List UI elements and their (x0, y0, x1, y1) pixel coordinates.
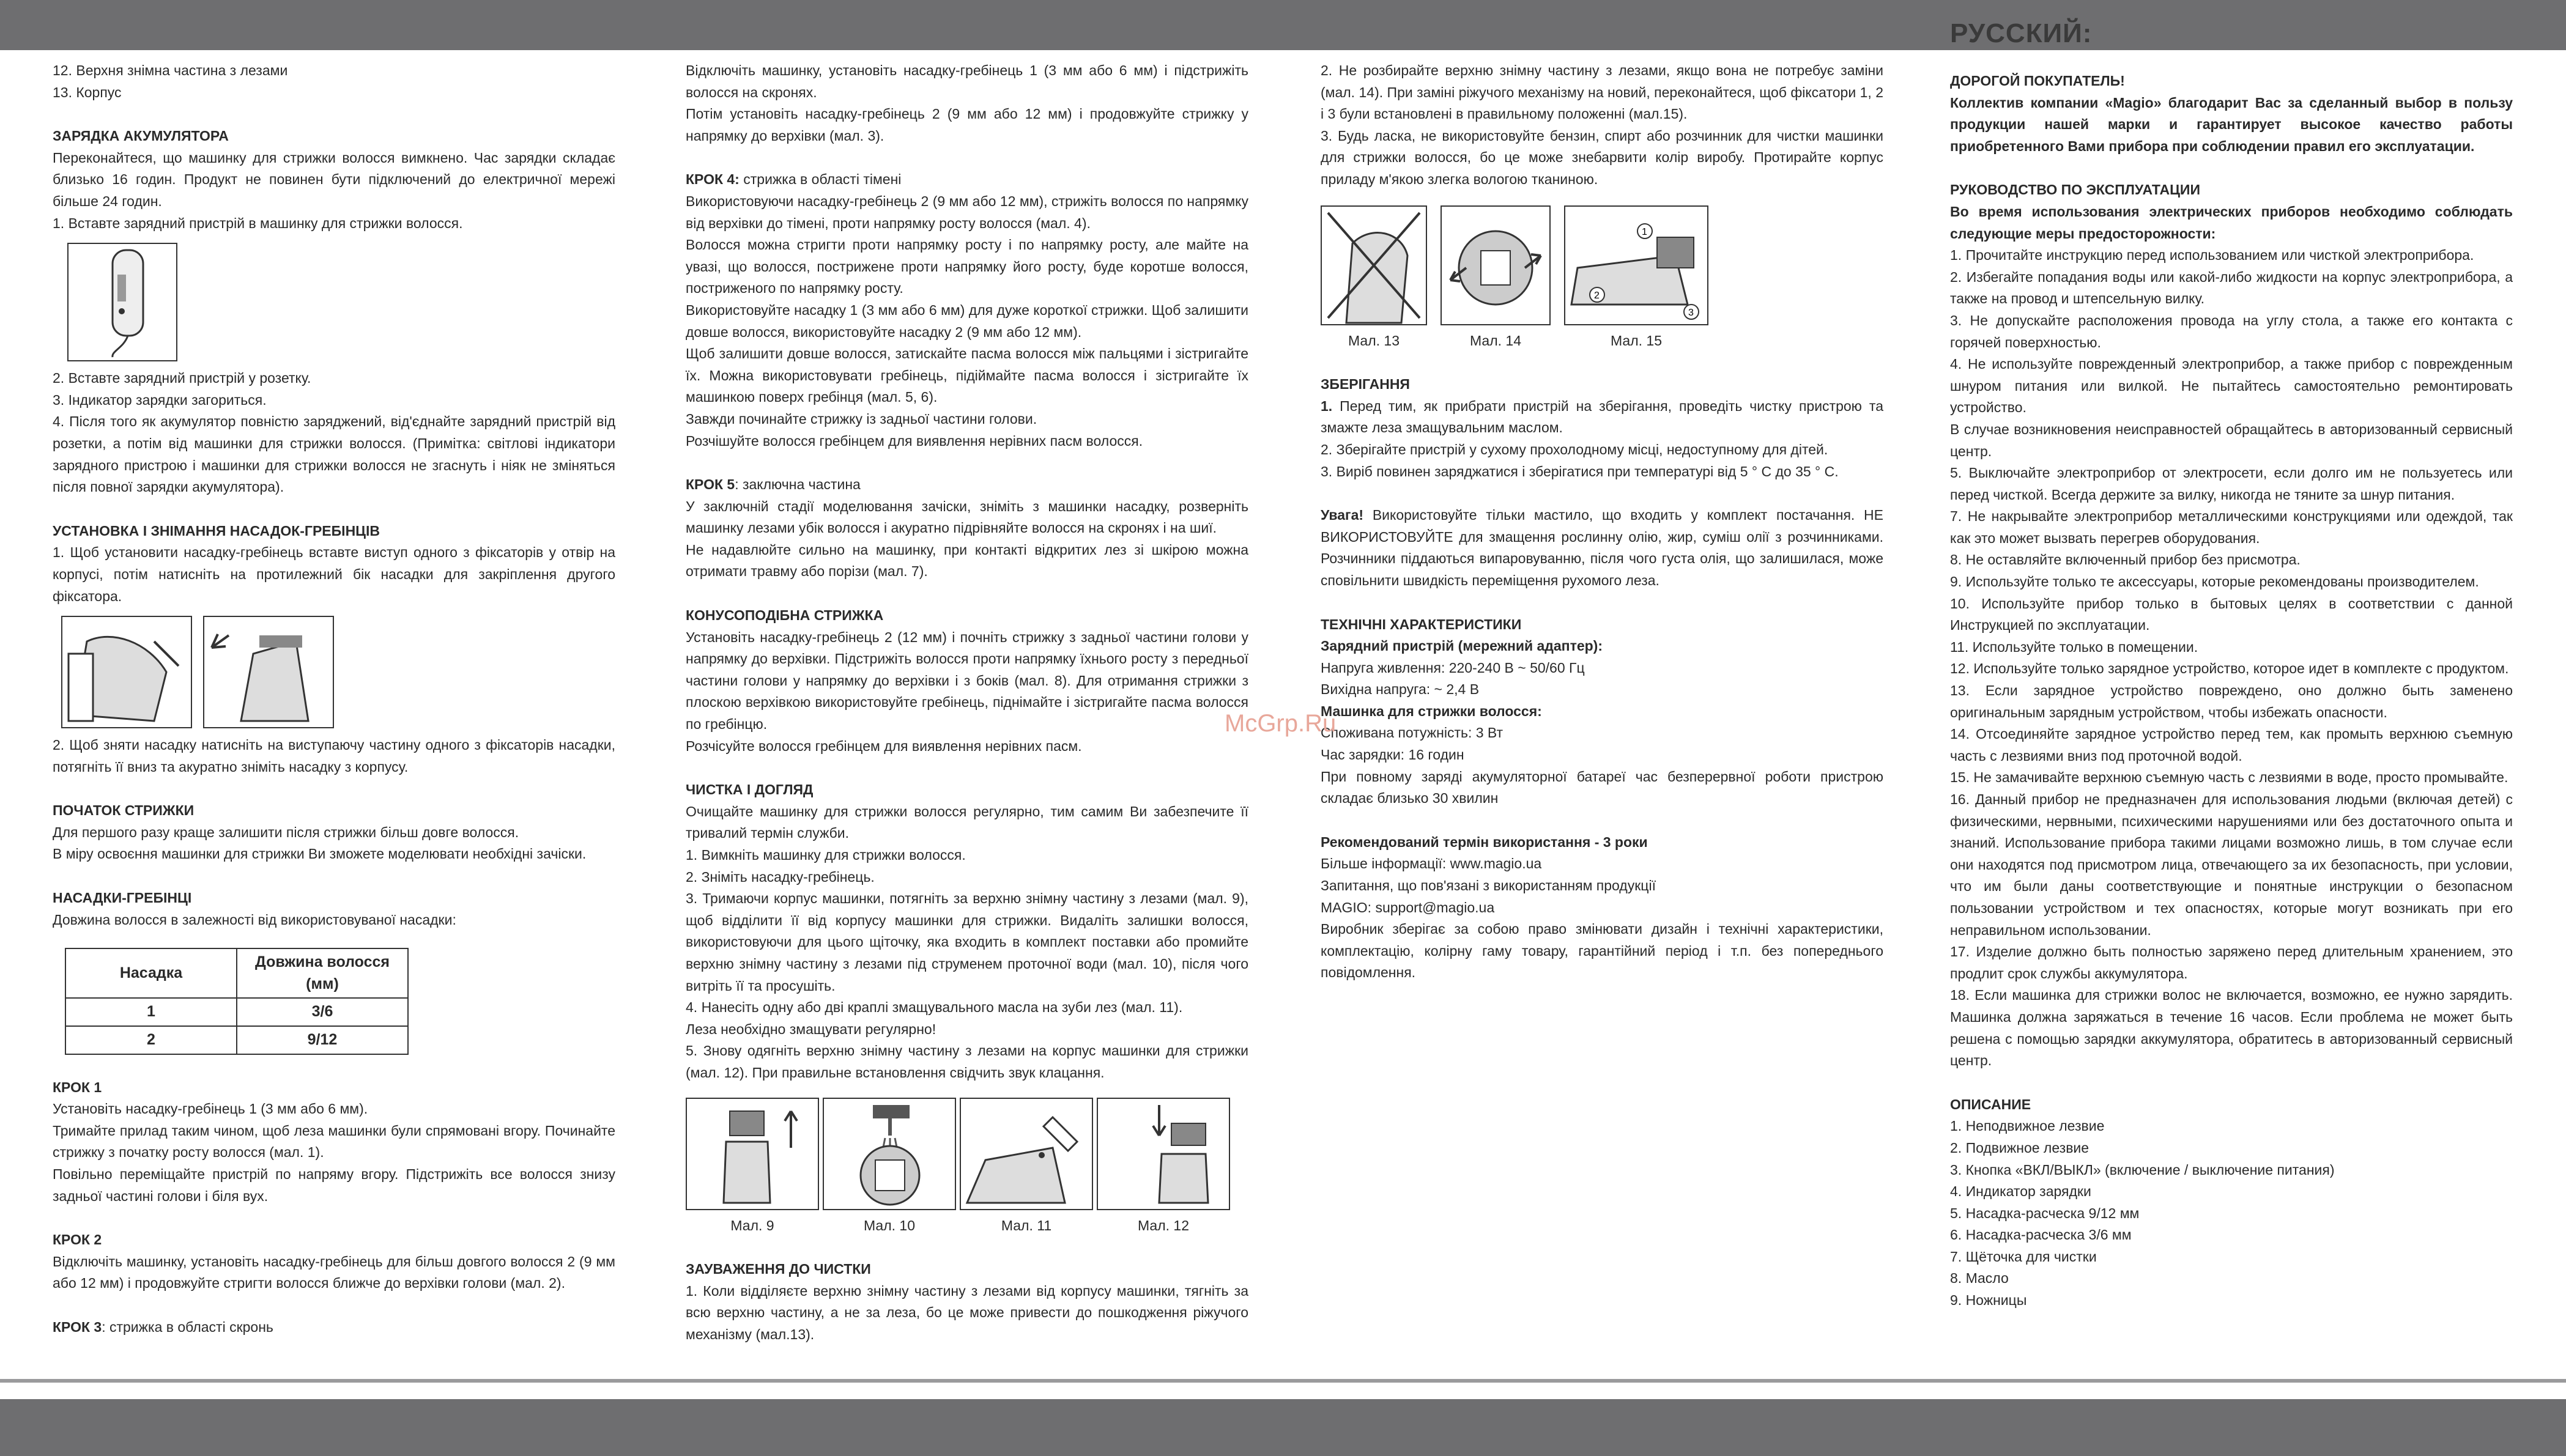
paragraph: 2. Щоб зняти насадку натисніть на виступаючу частину одного з фіксаторів насадки, потягніть її вниз та акуратно зніміть насадку з корпусу. (53, 737, 615, 775)
list-item: 3. Кнопка «ВКЛ/ВЫКЛ» (включение / выключение питания) (1950, 1161, 2335, 1178)
list-item: 9. Используйте только те аксессуары, которые рекомендованы производителем. (1950, 574, 2479, 590)
paragraph: 2. Зніміть насадку-гребінець. (686, 868, 875, 885)
list-item: 2. Избегайте попадания воды или какой-либо жидкости на корпус электроприбора, а также на провод и штепсельную вилку. (1950, 268, 2513, 307)
cleaning-figures-row (686, 1098, 1248, 1237)
blade-figures-row (1321, 205, 1883, 352)
figure-caption: Мал. 10 (864, 1217, 915, 1233)
paragraph: 4. Після того як акумулятор повністю заряджений, від'єднайте зарядний пристрій від розетки, а потім від машинки для стрижки волосся. (Примітка: світлові індикатори зарядного пристрою і машинки для стрижки волосся не згаснуть і ніяк не зміняться після повної зарядки акумулятора). (53, 413, 615, 495)
list-item: 4. Не используйте поврежденный электроприбор, а также прибор с поврежденным шнуром питания или вилкой. Не пытайтесь самостоятельно ремонтировать устройство. (1950, 356, 2513, 416)
list-item: 4. Индикатор зарядки (1950, 1183, 2091, 1200)
paragraph: Установіть насадку-гребінець 2 (12 мм) і почніть стрижку з задньої частини голови у напрямку до верхівки. Підстрижіть волосся проти напрямку їхнього росту з передньої частини голови у напрямку до верхівки і з боків (мал. 8). Для отримання стрижки з плоскою верхівкою використовуйте гребінець, піднімайте і зістригайте пасма волосся по гребінцю. (686, 629, 1248, 733)
paragraph: Коллектив компании «Magio» благодарит Вас за сделанный выбор в пользу продукции нашей марки и гарантирует высокое качество работы приобретенного Вами прибора при соблюдении правил его эксплуатации. (1950, 94, 2513, 154)
column-3 (1321, 60, 1883, 984)
table-cell: 2 (65, 1026, 237, 1054)
list-item: 7. Щёточка для чистки (1950, 1248, 2097, 1265)
bottom-rule (0, 1379, 2566, 1383)
section-heading: КРОК 2 (53, 1232, 102, 1248)
list-item: 5. Выключайте электроприбор от электросети, если долго им не пользуетесь или перед чисткой. Всегда держите за вилку, никогда не тяните за шнур питания. (1950, 465, 2513, 503)
list-item: 14. Отсоединяйте зарядное устройство перед тем, как промыть верхнюю съемную часть с лезвиями вниз под проточной водой. (1950, 726, 2513, 764)
paragraph: Час зарядки: 16 годин (1321, 747, 1464, 763)
top-band (0, 0, 2566, 50)
paragraph: 1. Вимкніть машинку для стрижки волосся. (686, 847, 966, 863)
paragraph: 3. Тримаючи корпус машинки, потягніть за верхню знімну частину з лезами (мал. 9), щоб відділити її від корпусу машинки для стрижки. Видаліть залишки волосся, використовуючи для цього щіточку, яка входить в комплект поставки або промийте верхню знімну частину з лезами під струменем проточної води (мал. 10), після чого витріть її та просушіть. (686, 890, 1248, 994)
paragraph: 5. Знову одягніть верхню знімну частину з лезами на корпус машинки для стрижки (мал. 12). При правильне встановлення свідчить звук клацання. (686, 1043, 1248, 1081)
figure-13-illustration (1321, 205, 1427, 325)
paragraph: Вихідна напруга: ~ 2,4 В (1321, 681, 1480, 698)
paragraph: 1. Коли відділяєте верхню знімну частину з лезами від корпусу машинки, тягніть за всю верхню частину, а не за леза, бо це може привести до пошкодження ріжучого механізму (мал.13). (686, 1282, 1248, 1342)
paragraph: Потім установіть насадку-гребінець 2 (9 мм або 12 мм) і продовжуйте стрижку у напрямку до верхівки (мал. 3). (686, 106, 1248, 144)
section-heading: ЧИСТКА І ДОГЛЯД (686, 782, 814, 798)
list-item: 18. Если машинка для стрижки волос не включается, возможно, ее нужно зарядить. Машинка должна заряжаться в течение 16 часов. Если проблема не может быть решена с помощью зарядки аккумулятора, обратитесь в авторизованный сервисный центр. (1950, 987, 2513, 1069)
figure-caption: Мал. 9 (730, 1217, 774, 1233)
figure-12-illustration (1097, 1098, 1230, 1210)
figure-caption: Мал. 13 (1348, 332, 1400, 349)
list-item: 1. Неподвижное лезвие (1950, 1118, 2105, 1134)
paragraph: 3. Індикатор зарядки загориться. (53, 391, 267, 408)
paragraph (53, 1317, 615, 1339)
list-item: 6. Насадка-расческа 3/6 мм (1950, 1227, 2132, 1243)
paragraph: Повільно переміщайте пристрій по напряму вгору. Підстрижіть все волосся знизу задньої частині голови і біля вух. (53, 1166, 615, 1204)
paragraph: 13. Корпус (53, 84, 122, 100)
table-cell: 9/12 (237, 1026, 408, 1054)
list-item: 13. Если зарядное устройство повреждено, оно должно быть заменено оригинальным зарядным устройством, чтобы избежать опасности. (1950, 682, 2513, 720)
paragraph: MAGIO: support@magio.ua (1321, 899, 1495, 915)
section-heading: ТЕХНІЧНІ ХАРАКТЕРИСТИКИ (1321, 616, 1522, 632)
paragraph: 1. Щоб установити насадку-гребінець вставте виступ одного з фіксаторів у отвір на корпусі, потім натисніть на протилежний бік насадки для закріплення другого фіксатора. (53, 544, 615, 604)
list-item: В случае возникновения неисправностей обращайтесь в авторизованный сервисный центр. (1950, 421, 2513, 459)
charger-illustration-row (53, 243, 615, 361)
paragraph: Довжина волосся в залежності від використовуваної насадки: (53, 911, 456, 928)
figure-9 (686, 1098, 819, 1237)
figure-11 (960, 1098, 1093, 1237)
description-list (1950, 1115, 2513, 1311)
step-text: : заключна частина (735, 476, 861, 493)
figure-13 (1321, 205, 1427, 352)
figure-14-illustration (1441, 205, 1551, 325)
nozzle-length-table (65, 948, 409, 1054)
figure-caption: Мал. 12 (1138, 1217, 1189, 1233)
charger-illustration (67, 243, 177, 361)
paragraph: Во время использования электрических приборов необходимо соблюдать следующие меры предосторожности: (1950, 203, 2513, 242)
figure-15 (1564, 205, 1708, 352)
figure-caption: Мал. 11 (1001, 1217, 1052, 1233)
paragraph: 3. Виріб повинен заряджатися і зберігатися при температурі від 5 ° С до 35 ° С. (1321, 463, 1839, 479)
list-number: 1. (1321, 397, 1333, 414)
paragraph: Переконайтеся, що машинку для стрижки волосся вимкнено. Час зарядки складає близько 16 годин. Продукт не повинен бути підключений до електричної мережі більше 24 годин. (53, 149, 615, 209)
paragraph: Завжди починайте стрижку із задньої частини голови. (686, 410, 1037, 427)
section-heading: РУКОВОДСТВО ПО ЭКСПЛУАТАЦИИ (1950, 182, 2200, 198)
table-row (65, 998, 408, 1026)
section-heading: ЗАУВАЖЕННЯ ДО ЧИСТКИ (686, 1261, 871, 1277)
table-cell: 1 (65, 998, 237, 1026)
section-heading: ДОРОГОЙ ПОКУПАТЕЛЬ! (1950, 73, 2125, 89)
list-item: 11. Используйте только в помещении. (1950, 638, 2198, 655)
figure-10 (823, 1098, 956, 1237)
paragraph: В міру освоєння машинки для стрижки Ви зможете моделювати необхідні зачіски. (53, 846, 587, 862)
step-text: стрижка в області тімені (739, 171, 902, 188)
section-heading: КОНУСОПОДІБНА СТРИЖКА (686, 607, 884, 624)
section-heading: ПОЧАТОК СТРИЖКИ (53, 802, 195, 819)
column-4 (1950, 70, 2513, 1312)
section-heading: ЗБЕРІГАННЯ (1321, 376, 1410, 393)
table-row (65, 1026, 408, 1054)
paragraph: Тримайте прилад таким чином, щоб леза машинки були спрямовані вгору. Починайте стрижку з початку росту волосся (мал. 1). (53, 1122, 615, 1161)
svg-text:1: 1 (1642, 226, 1647, 237)
list-item: 17. Изделие должно быть полностью заряжено перед длительным хранением, это продлит срок службы аккумулятора. (1950, 944, 2513, 981)
paragraph: Використовуйте насадку 1 (3 мм або 6 мм) для дуже короткої стрижки. Щоб залишити довше волосся, використовуйте насадку 2 (9 мм або 12 мм). (686, 301, 1248, 340)
paragraph: Напруга живлення: 220-240 В ~ 50/60 Гц (1321, 659, 1585, 676)
paragraph: Для першого разу краще залишити після стрижки більш довге волосся. (53, 824, 519, 840)
list-item: 5. Насадка-расческа 9/12 мм (1950, 1205, 2140, 1221)
spec-subheading: Машинка для стрижки волосся: (1321, 703, 1542, 719)
paragraph: 4. Нанесіть одну або дві краплі змащувального масла на зуби лез (мал. 11). (686, 999, 1183, 1016)
paragraph: Виробник зберігає за собою право змінювати дизайн і технічні характеристики, комплектацію, колірну гаму товару, гарантійний період і т.п. без попереднього повідомлення. (1321, 921, 1883, 981)
list-item: 15. Не замачивайте верхнюю съемную часть с лезвиями в воде, просто промывайте. (1950, 769, 2509, 786)
paragraph: 12. Верхня знімна частина з лезами (53, 62, 288, 78)
figure-9-illustration (686, 1098, 819, 1210)
step-label: КРОК 5 (686, 476, 735, 493)
figure-12 (1097, 1098, 1230, 1237)
svg-text:3: 3 (1688, 307, 1694, 318)
paragraph: Споживана потужність: 3 Вт (1321, 725, 1504, 741)
paragraph (686, 169, 1248, 191)
paragraph: Не надавлюйте сильно на машинку, при контакті відкритих лез зі шкірою можна отримати травму або порізи (мал. 7). (686, 541, 1248, 580)
spec-subheading: Зарядний пристрій (мережний адаптер): (1321, 638, 1603, 654)
table-header: Насадка (65, 948, 237, 998)
paragraph: Леза необхідно змащувати регулярно! (686, 1021, 936, 1037)
list-item: 2. Подвижное лезвие (1950, 1139, 2090, 1156)
paragraph: Відключіть машинку, установіть насадку-гребінець 1 (3 мм або 6 мм) і підстрижіть волосся на скронях. (686, 62, 1248, 100)
figure-10-illustration (823, 1098, 956, 1210)
paragraph: Розчісуйте волосся гребінцем для виявлення нерівних пасм. (686, 737, 1082, 754)
step-label: КРОК 3 (53, 1318, 102, 1335)
figure-14 (1441, 205, 1551, 352)
section-heading: КРОК 1 (53, 1079, 102, 1095)
comb-install-illustrations (61, 616, 615, 728)
safety-list (1950, 245, 2513, 1072)
section-heading: ОПИСАНИЕ (1950, 1096, 2031, 1112)
paragraph: Волосся можна стригти проти напрямку росту і по напрямку росту, але майте на увазі, що волосся, пострижене проти напрямку його росту, буде коротше волосся, постриженого по напрямку росту. (686, 237, 1248, 297)
list-item: 9. Ножницы (1950, 1292, 2027, 1309)
list-item: 12. Используйте только зарядное устройство, которое идет в комплекте с продуктом. (1950, 660, 2509, 677)
figure-11-illustration (960, 1098, 1093, 1210)
list-item: 1. Прочитайте инструкцию перед использованием или чисткой электроприбора. (1950, 247, 2474, 264)
paragraph: 2. Не розбирайте верхню знімну частину з лезами, якщо вона не потребує заміни (мал. 14). При заміні ріжучого механізму на новий, переконайтеся, щоб фіксатори 1, 2 і 3 були встановлені в правильному положенні (мал.15). (1321, 62, 1883, 122)
paragraph: 2. Зберігайте пристрій у сухому прохолодному місці, недоступному для дітей. (1321, 441, 1828, 457)
section-heading: НАСАДКИ-ГРЕБІНЦІ (53, 890, 192, 906)
list-item: 10. Используйте прибор только в бытовых целях в соответствии с данной Инструкцией по эксплуатации. (1950, 595, 2513, 634)
language-title: РУССКИЙ: (1950, 18, 2093, 48)
figure-15-illustration (1564, 205, 1708, 325)
paragraph-text: Перед тим, як прибрати пристрій на зберігання, проведіть чистку пристрою та змажте леза змащувальним маслом. (1321, 397, 1883, 436)
figure-caption: Мал. 14 (1470, 332, 1521, 349)
list-item: 8. Масло (1950, 1270, 2009, 1287)
warning-label: Увага! (1321, 507, 1364, 523)
paragraph: 1. Вставте зарядний пристрій в машинку для стрижки волосся. (53, 215, 463, 231)
section-heading: УСТАНОВКА І ЗНІМАННЯ НАСАДОК-ГРЕБІНЦІВ (53, 522, 380, 539)
paragraph (1321, 504, 1883, 591)
section-heading: Рекомендований термін використання - 3 роки (1321, 833, 1648, 850)
paragraph: 2. Вставте зарядний пристрій у розетку. (53, 370, 311, 386)
paragraph: Більше інформації: www.magio.ua (1321, 855, 1542, 872)
paragraph: При повному заряді акумуляторної батареї час безперервної роботи пристрою складає близько 30 хвилин (1321, 768, 1883, 807)
paragraph: У заключній стадії моделювання зачіски, зніміть з машинки насадку, розверніть машинку лезами убік волосся і акуратно підрівняйте волосся на скронях і на шиї. (686, 498, 1248, 536)
table-header: Довжина волосся (мм) (237, 948, 408, 998)
list-item: 7. Не накрывайте электроприбор металлическими конструкциями или одеждой, так как это может вызвать перегрев оборудования. (1950, 508, 2513, 546)
column-1 (53, 60, 615, 1339)
paragraph: Запитання, що пов'язані з використанням продукції (1321, 878, 1656, 894)
figure-caption: Мал. 15 (1611, 332, 1662, 349)
comb-attach-illustration (61, 616, 192, 728)
paragraph: Установіть насадку-гребінець 1 (3 мм або 6 мм). (53, 1101, 368, 1117)
list-item: 16. Данный прибор не предназначен для использования людьми (включая детей) с физическими, нервными, психическими нарушениями или без достаточного опыта и знаний. Использование прибора такими лицами возможно лишь, в том случае если они находятся под присмотром лица, отвечающего за их безопасность, при условии, что им были даны соответствующие и понятные инструкции о безопасном пользовании устройством и тех опасностях, которые могут возникать при его неправильном использовании. (1950, 791, 2513, 938)
svg-text:2: 2 (1594, 290, 1600, 301)
paragraph: Очищайте машинку для стрижки волосся регулярно, тим самим Ви забезпечите її тривалий термін служби. (686, 803, 1248, 841)
warning-text: Використовуйте тільки мастило, що входить у комплект постачання. НЕ ВИКОРИСТОВУЙТЕ для змащення рослинну олію, жир, суміш олії з розчинниками. Розчинники піддаються випаровуванню, після чого густа олія, що залишилася, може сповільнити швидкість переміщення рухомого леза. (1321, 507, 1883, 588)
step-text: : стрижка в області скронь (102, 1318, 273, 1335)
section-heading: ЗАРЯДКА АКУМУЛЯТОРА (53, 128, 229, 144)
paragraph: Розчішуйте волосся гребінцем для виявлення нерівних пасм волосся. (686, 432, 1143, 449)
comb-remove-illustration (203, 616, 334, 728)
list-item: 3. Не допускайте расположения провода на углу стола, а также его контакта с горячей поверхностью. (1950, 312, 2513, 350)
column-2 (686, 60, 1248, 1346)
paragraph (686, 474, 1248, 496)
watermark: McGrp.Ru (1225, 710, 1337, 737)
step-label: КРОК 4: (686, 171, 740, 188)
paragraph: Щоб залишити довше волосся, затискайте пасма волосся між пальцями і зістригайте їх. Можна використовувати гребінець, підіймайте пасма волосся і зістригайте їх машинкою поверх гребінця (мал. 5, 6). (686, 346, 1248, 405)
paragraph (1321, 396, 1883, 439)
table-cell: 3/6 (237, 998, 408, 1026)
bottom-band (0, 1399, 2566, 1456)
paragraph: Використовуючи насадку-гребінець 2 (9 мм або 12 мм), стрижіть волосся по напрямку від верхівки до тімені, проти напрямку росту волосся (мал. 4). (686, 193, 1248, 231)
paragraph: Відключіть машинку, установіть насадку-гребінець для більш довгого волосся 2 (9 мм або 12 мм) і продовжуйте стригти волосся ближче до верхівки голови (мал. 2). (53, 1253, 615, 1292)
paragraph: 3. Будь ласка, не використовуйте бензин, спирт або розчинник для чистки машинки для стрижки волосся, бо це може знебарвити колір виробу. Протирайте корпус приладу м'якою злегка вологою тканиною. (1321, 127, 1883, 187)
list-item: 8. Не оставляйте включенный прибор без присмотра. (1950, 552, 2301, 568)
